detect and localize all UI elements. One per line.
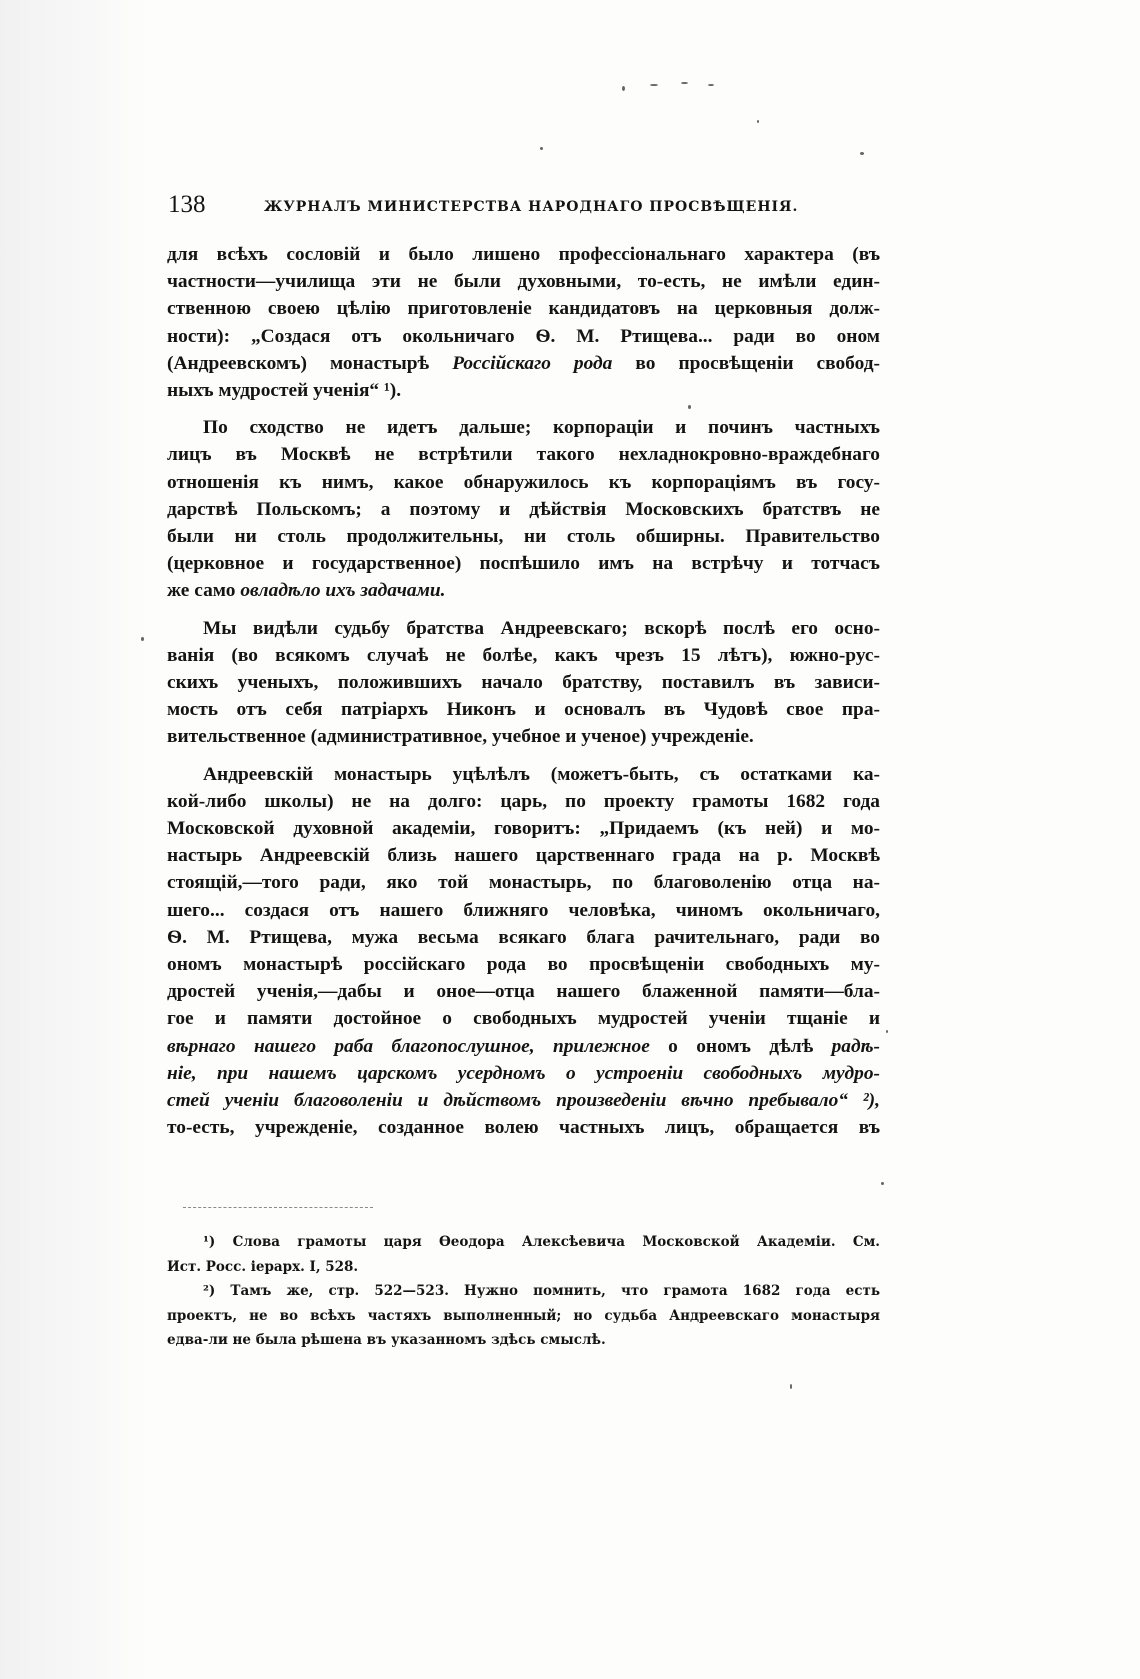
- text-line: то-есть, учрежденіе, созданное волею частныхъ лицъ, обращается въ: [167, 1117, 880, 1139]
- italic-run: вѣрнаго нашего раба благопослушное, прилежное: [167, 1035, 650, 1057]
- text-line: дростей ученія,—дабы и оное—отца нашего блаженной памяти—бла-: [167, 981, 880, 1003]
- paragraph: [167, 615, 880, 751]
- text-line: лицъ въ Москвѣ не встрѣтили такого нехладнокровно-враждебнаго: [167, 444, 880, 466]
- text-line: кой-либо школы) не на долго: царь, по проекту грамоты 1682 года: [167, 790, 880, 812]
- text-line: мость отъ себя патріархъ Никонъ и основалъ въ Чудовѣ свое пра-: [167, 699, 880, 721]
- text-line: дарствѣ Польскомъ; а поэтому и дѣйствія Московскихъ братствъ не: [167, 498, 880, 520]
- scan-speck: [886, 1030, 888, 1033]
- footnotes: [167, 1230, 880, 1353]
- scan-speck: [141, 637, 144, 641]
- footnote-line: едва-ли не была рѣшена въ указанномъ здѣсь смыслѣ.: [167, 1332, 606, 1348]
- text-run: же само: [167, 580, 236, 602]
- scan-speck: [790, 1384, 792, 1389]
- body-text: [167, 241, 880, 1142]
- footnote-line: ¹) Слова грамоты царя Ѳеодора Алексѣевича Московской Академіи. См.: [203, 1234, 880, 1250]
- text-line: [167, 1060, 880, 1087]
- text-line: По сходство не идетъ дальше; корпораціи и починъ частныхъ: [203, 417, 880, 439]
- text-line: ономъ монастырѣ россійскаго рода во просвѣщеніи свободныхъ му-: [167, 954, 880, 976]
- scan-speck: [860, 152, 864, 155]
- paragraph: [167, 414, 880, 604]
- text-line: гое и памяти достойное о свободныхъ мудростей ученіи тщаніе и: [167, 1008, 880, 1030]
- text-line: вительственное (административное, учебное и ученое) учрежденіе.: [167, 726, 754, 748]
- text-line: Мы видѣли судьбу братства Андреевскаго; вскорѣ послѣ его осно-: [203, 617, 880, 639]
- running-head: ЖУРНАЛЪ МИНИСТЕРСТВА НАРОДНАГО ПРОСВѢЩЕНІЯ.: [264, 199, 799, 215]
- text-line: ности): „Создася отъ окольничаго Ѳ. М. Ртищева... ради во оном: [167, 325, 880, 347]
- text-line: отношенія къ нимъ, какое обнаружилось къ корпораціямъ въ госу-: [167, 471, 880, 493]
- text-line: были ни столь продолжительны, ни столь обширны. Правительство: [167, 526, 880, 548]
- footnote-line: Ист. Росс. іерарх. I, 528.: [167, 1258, 359, 1275]
- scan-speck: [757, 120, 759, 123]
- scan-speck: [881, 1182, 884, 1185]
- footnote: [167, 1230, 880, 1279]
- text-line: (церковное и государственное) поспѣшило имъ на встрѣчу и тотчасъ: [167, 553, 880, 575]
- footnote: [167, 1279, 880, 1353]
- text-line: частности—училища эти не были духовными, то-есть, не имѣли един-: [167, 271, 880, 293]
- text-line: шего... создася отъ нашего ближняго человѣка, чиномъ окольничаго,: [167, 899, 880, 921]
- italic-run: Россійскаго рода: [452, 352, 613, 374]
- text-line: Ѳ. М. Ртищева, мужа весьма всякаго блага рачительнаго, ради во: [167, 926, 880, 948]
- text-line: [167, 1033, 880, 1060]
- text-line: настырь Андреевскій близь нашего царственнаго града на р. Москвѣ: [167, 845, 880, 867]
- text-line: для всѣхъ сословій и было лишено профессіональнаго характера (въ: [167, 244, 880, 265]
- scan-speck: [540, 147, 543, 150]
- italic-run: овладѣло ихъ задачами.: [240, 580, 446, 602]
- text-run: во просвѣщеніи свобод-: [635, 352, 881, 374]
- text-line: Московской духовной академіи, говоритъ: „Придаемъ (къ ней) и мо-: [167, 818, 880, 840]
- scan-speck: [650, 84, 658, 86]
- text-line: ванія (во всякомъ случаѣ не болѣе, какъ чрезъ 15 лѣтъ), южно-рус-: [167, 644, 880, 666]
- text-line: скихъ ученыхъ, положившихъ начало братству, поставилъ въ зависи-: [167, 672, 880, 694]
- text-line: ственною своею цѣлію приготовленіе кандидатовъ на церковныя долж-: [167, 298, 880, 320]
- scan-speck: [622, 86, 625, 91]
- footnote-line: ²) Тамъ же, стр. 522—523. Нужно помнить, что грамота 1682 года есть: [203, 1283, 880, 1299]
- page-edge-shadow: [0, 0, 148, 1679]
- italic-run: стей ученіи благоволеніи и дѣйствомъ произведеніи вѣчно пребывало“ ²),: [167, 1090, 880, 1112]
- text-run: (Андреевскомъ) монастырѣ: [167, 352, 430, 374]
- footnote-line: проектъ, не во всѣхъ частяхъ выполненный; но судьба Андреевскаго монастыря: [167, 1307, 880, 1324]
- italic-run: ніе, при нашемъ царскомъ усердномъ о устроеніи свободныхъ мудро-: [167, 1062, 880, 1084]
- page-number: 138: [168, 191, 206, 218]
- text-line: [167, 350, 880, 377]
- text-line: [167, 577, 880, 604]
- scan-speck: [681, 82, 688, 84]
- paragraph: [167, 241, 880, 404]
- page-header: [168, 191, 928, 227]
- footnote-separator: [183, 1207, 373, 1208]
- paragraph: [167, 761, 880, 1142]
- text-line: Андреевскій монастырь уцѣлѣлъ (можетъ-быть, съ остатками ка-: [203, 763, 880, 785]
- scan-speck: [708, 84, 714, 86]
- text-line: [167, 1087, 880, 1114]
- text-line: ныхъ мудростей ученія“ ¹).: [167, 380, 402, 402]
- text-line: стоящій,—того ради, яко той монастырь, по благоволенію отца на-: [167, 872, 880, 894]
- italic-run: радѣ-: [831, 1035, 880, 1057]
- text-run: о ономъ дѣлѣ: [668, 1035, 814, 1057]
